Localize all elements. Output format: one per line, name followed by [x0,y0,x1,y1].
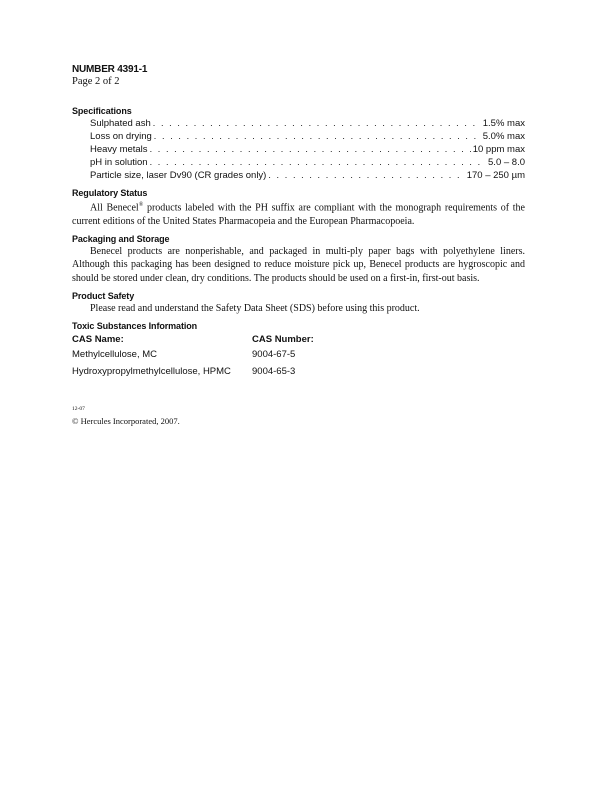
leader-dots [150,156,486,168]
page-number: Page 2 of 2 [72,76,120,87]
leader-dots [153,117,481,129]
cas-table [72,334,314,383]
safety-paragraph: Please read and understand the Safety Data Sheet (SDS) before using this product. [90,302,420,314]
spec-value: 5.0 – 8.0 [488,157,525,168]
spec-label: Loss on drying [90,131,152,142]
toxic-heading: Toxic Substances Information [72,321,198,332]
spec-row-ph [72,156,525,169]
footer-code: 12-07 [72,406,85,413]
spec-label: Particle size, laser Dv90 (CR grades only) [90,170,267,181]
spec-row-particle-size [72,169,525,182]
cas-header-row [72,334,314,349]
table-row [72,366,314,383]
cas-name-header: CAS Name: [72,334,124,346]
spec-label: pH in solution [90,157,148,168]
document-number: NUMBER 4391-1 [72,64,148,75]
leader-dots [150,143,471,155]
regulatory-paragraph [72,199,525,228]
copyright-notice: © Hercules Incorporated, 2007. [72,416,180,427]
leader-dots [268,169,464,181]
specifications-list [72,117,525,182]
cas-number-cell: 9004-67-5 [252,349,296,361]
spec-value: 1.5% max [482,118,525,129]
spec-label: Sulphated ash [90,118,151,129]
safety-heading: Product Safety [72,290,135,301]
document-page [72,64,525,427]
packaging-heading: Packaging and Storage [72,233,170,244]
spec-row-heavy-metals [72,143,525,156]
cas-number-header: CAS Number: [252,334,314,346]
spec-label: Heavy metals [90,144,148,155]
spec-row-sulphated-ash [72,117,525,130]
spec-value: 170 – 250 µm [466,170,525,181]
spec-row-loss-on-drying [72,130,525,143]
regulatory-text-end: products labeled with the PH suffix are compliant with the monograph requirements of the current editions of the United States Pharmacopeia and the European Pharmacopoeia. [72,202,525,227]
cas-name-cell: Methylcellulose, MC [72,349,157,361]
packaging-paragraph: Benecel products are nonperishable, and packaged in multi-ply paper bags with polyethylene liners. Although this packaging has been designed to reduce moisture pick up, Benecel products are hygroscopic and should be stored under clean, dry conditions. The products should be used on a first-in, first-out basis. [72,245,525,284]
registered-mark: ® [138,202,144,208]
table-row [72,349,314,366]
leader-dots [154,130,481,142]
specifications-heading: Specifications [72,106,132,116]
cas-name-cell: Hydroxypropylmethylcellulose, HPMC [72,366,231,378]
spec-value: 10 ppm max [472,144,525,155]
spec-value: 5.0% max [482,131,525,142]
regulatory-text-start: All Benecel [90,202,139,214]
regulatory-heading: Regulatory Status [72,188,148,198]
cas-number-cell: 9004-65-3 [252,366,296,378]
